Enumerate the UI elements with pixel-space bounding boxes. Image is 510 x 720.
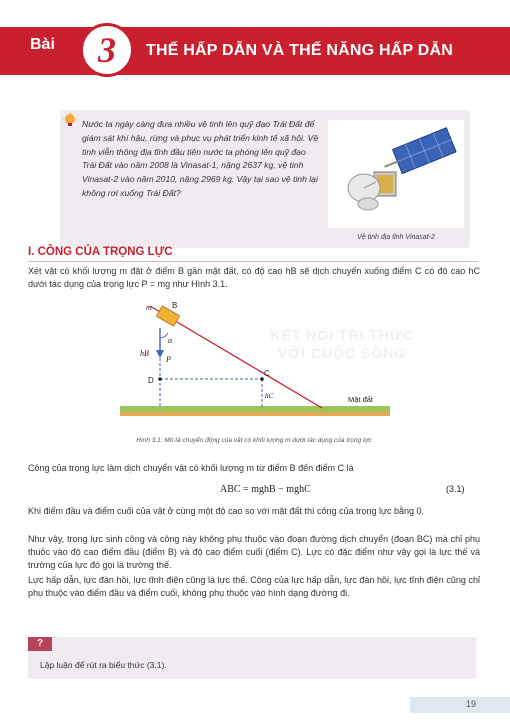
watermark: KẾT NỐI TRI THỨC VỚI CUỘC SỐNG <box>270 327 414 361</box>
label-alpha: α <box>168 336 173 345</box>
satellite-caption: Vệ tinh địa tĩnh Vinasat-2 <box>357 234 435 241</box>
question-icon: ? <box>28 637 52 651</box>
figure-3-1-diagram <box>110 296 400 426</box>
label-C: C <box>264 369 270 378</box>
paragraph-5: Lực hấp dẫn, lực đàn hồi, lực tĩnh điện cũng là lực thế. Công của lực hấp dẫn, lực đàn hồi, lực tĩnh điện cũng chỉ phụ thuộc vào điểm đầu và điểm cuối, không phụ thuộc vào hình dạng đường đi. <box>28 575 480 598</box>
lesson-label: Bài <box>30 36 55 53</box>
lesson-number-badge <box>80 23 134 77</box>
figure-caption: Hình 3.1. Mô tả chuyển động của vật có khối lượng m dưới tác dụng của trọng lực <box>136 437 372 444</box>
question-header-bar <box>52 637 476 651</box>
label-m: m <box>146 303 152 312</box>
ground-strip <box>120 406 390 412</box>
page-number: 19 <box>466 699 477 709</box>
page-number-band <box>410 697 510 713</box>
lesson-title: THẾ HẤP DẪN VÀ THẾ NĂNG HẤP DẪN <box>146 42 453 59</box>
paragraph-3: Khi điểm đầu và điểm cuối của vật ở cùng một độ cao so với mặt đất thì công của trọng lực bằng 0. <box>28 506 425 516</box>
question-text: Lập luận để rút ra biểu thức (3.1). <box>40 660 167 670</box>
paragraph-1: Xét vật có khối lượng m đặt ở điểm B gần mặt đất, có độ cao hB sẽ dịch chuyển xuống điểm C có độ cao hC dưới tác dụng của trọng lực P = mg như Hình 3.1. <box>28 266 480 289</box>
label-hB: hB <box>140 349 149 358</box>
paragraph-2: Công của trọng lực làm dịch chuyển vật có khối lượng m từ điểm B đến điểm C là <box>28 463 354 473</box>
paragraph-4: Như vậy, trọng lực sinh công và công này không phụ thuộc vào đoạn đường dịch chuyển (đoạn BC) mà chỉ phụ thuộc vào độ cao điểm đầu (điểm B) và độ cao điểm cuối (điểm C). Lực có đặc điểm như vậy gọi là lực thế và trường của lực đó gọi là trường thế. <box>28 534 480 570</box>
formula-number: (3.1) <box>446 484 465 494</box>
satellite-image <box>328 120 464 228</box>
force-arrowhead <box>156 350 164 358</box>
lesson-number: 3 <box>98 30 116 70</box>
label-hC: hC <box>265 392 274 400</box>
label-D: D <box>148 376 154 385</box>
label-P: P <box>166 355 171 364</box>
point-D <box>158 377 162 381</box>
label-ground: Mặt đất <box>348 395 374 404</box>
section-heading: I. CÔNG CỦA TRỌNG LỰC <box>28 246 173 258</box>
alpha-arc <box>160 333 168 338</box>
formula-3-1: ABC = mghB − mghC <box>220 484 311 495</box>
section-divider <box>28 261 478 262</box>
intro-text: Nước ta ngày càng đưa nhiều vệ tinh lên quỹ đạo Trái Đất để giám sát khí hậu, rừng và phục vụ phát triển kinh tế xã hội. Vệ tinh viễn thông địa tĩnh đầu tiên nước ta phóng lên quỹ đạo Trái Đất vào năm 2008 là Vinasat-1, nặng 2637 kg, vệ tinh Vinasat-2 vào năm 2010, nặng 2969 kg. Vậy tại sao vệ tinh lại không rơi xuống Trái Đất? <box>82 119 319 198</box>
lightbulb-icon <box>62 112 78 128</box>
label-B: B <box>172 301 178 310</box>
ground-soil <box>120 412 390 416</box>
